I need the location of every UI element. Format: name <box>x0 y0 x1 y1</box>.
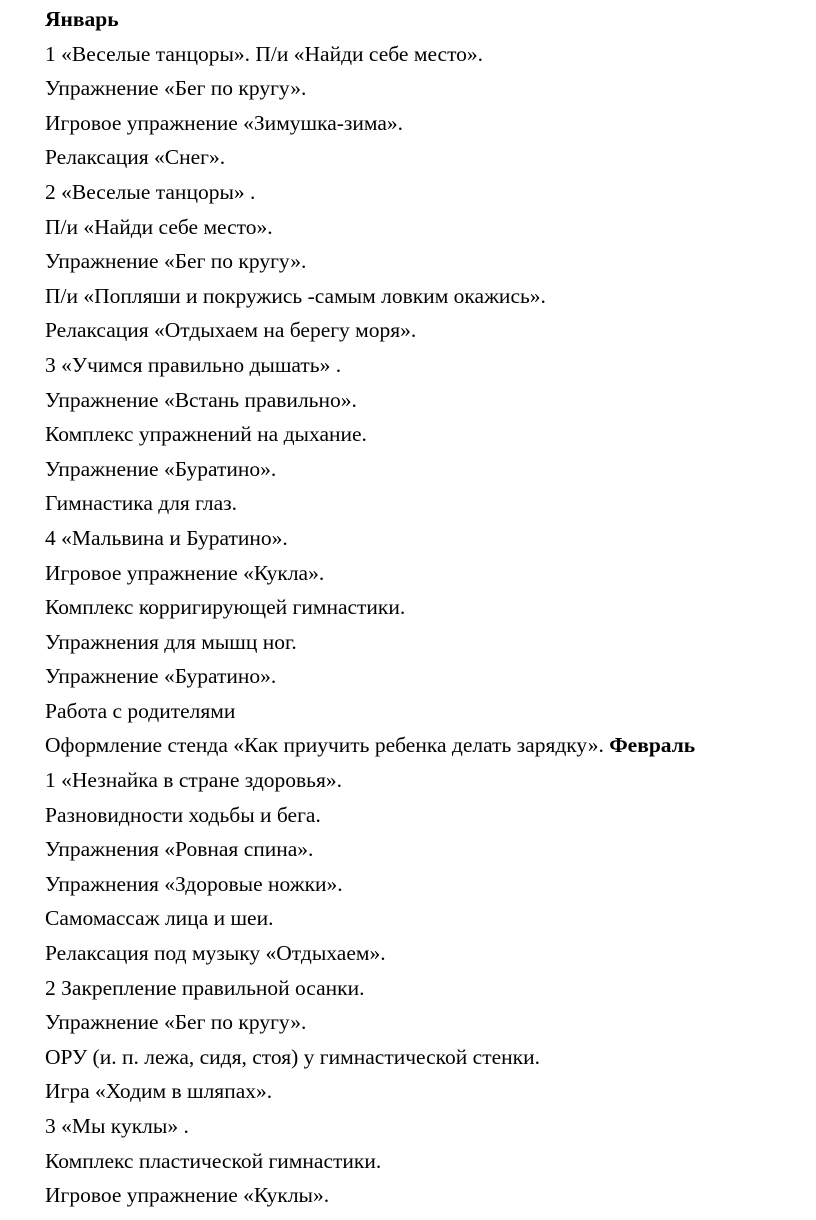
text-line: Игра «Ходим в шляпах». <box>45 1079 273 1104</box>
text-line: Релаксация под музыку «Отдыхаем». <box>45 941 386 966</box>
text-line: 2 Закрепление правильной осанки. <box>45 975 365 1000</box>
text-line: 1 «Веселые танцоры». П/и «Найди себе место». <box>45 41 484 66</box>
text-line: Разновидности ходьбы и бега. <box>45 802 321 827</box>
text-line: П/и «Найди себе место». <box>45 214 273 239</box>
stand-line <box>45 728 805 763</box>
text-line: Упражнение «Бег по кругу». <box>45 1010 307 1035</box>
text-line: Упражнения «Ровная спина». <box>45 837 314 862</box>
text-line: Упражнение «Бег по кругу». <box>45 76 307 101</box>
text-line: Работа с родителями <box>45 698 236 723</box>
text-line: 1 «Незнайка в стране здоровья». <box>45 768 343 793</box>
stand-text: Оформление стенда «Как приучить ребенка делать зарядку». <box>45 733 604 758</box>
text-line: Упражнение «Бег по кругу». <box>45 249 307 274</box>
text-line: Упражнение «Встань правильно». <box>45 387 357 412</box>
text-line: Упражнение «Буратино». <box>45 664 277 689</box>
text-line: 4 «Мальвина и Буратино». <box>45 525 288 550</box>
text-line: Комплекс пластической гимнастики. <box>45 1148 382 1173</box>
text-line: П/и «Попляши и покружись -самым ловким окажись». <box>45 283 546 308</box>
month-heading-january: Январь <box>45 7 119 31</box>
text-line: Релаксация «Снег». <box>45 145 226 170</box>
text-line: Релаксация «Отдыхаем на берегу моря». <box>45 318 417 343</box>
month-heading-february: Февраль <box>609 733 696 758</box>
document-page <box>45 2 805 1213</box>
text-line: 2 «Веселые танцоры» . <box>45 179 256 204</box>
text-line: Комплекс корригирующей гимнастики. <box>45 595 406 620</box>
text-line: Игровое упражнение «Кукла». <box>45 560 325 585</box>
text-line: Упражнение «Буратино». <box>45 456 277 481</box>
text-line: ОРУ (и. п. лежа, сидя, стоя) у гимнастической стенки. <box>45 1044 540 1069</box>
text-line: Игровое упражнение «Куклы». <box>45 1183 330 1208</box>
text-line: Игровое упражнение «Зимушка-зима». <box>45 110 404 135</box>
text-line: Гимнастика для глаз. <box>45 491 238 516</box>
text-line: Комплекс упражнений на дыхание. <box>45 422 367 447</box>
text-line: Упражнения «Здоровые ножки». <box>45 871 343 896</box>
text-line: Самомассаж лица и шеи. <box>45 906 274 931</box>
text-line: 3 «Учимся правильно дышать» . <box>45 352 342 377</box>
text-line: Упражнения для мышц ног. <box>45 629 297 654</box>
text-line: 3 «Мы куклы» . <box>45 1114 189 1138</box>
